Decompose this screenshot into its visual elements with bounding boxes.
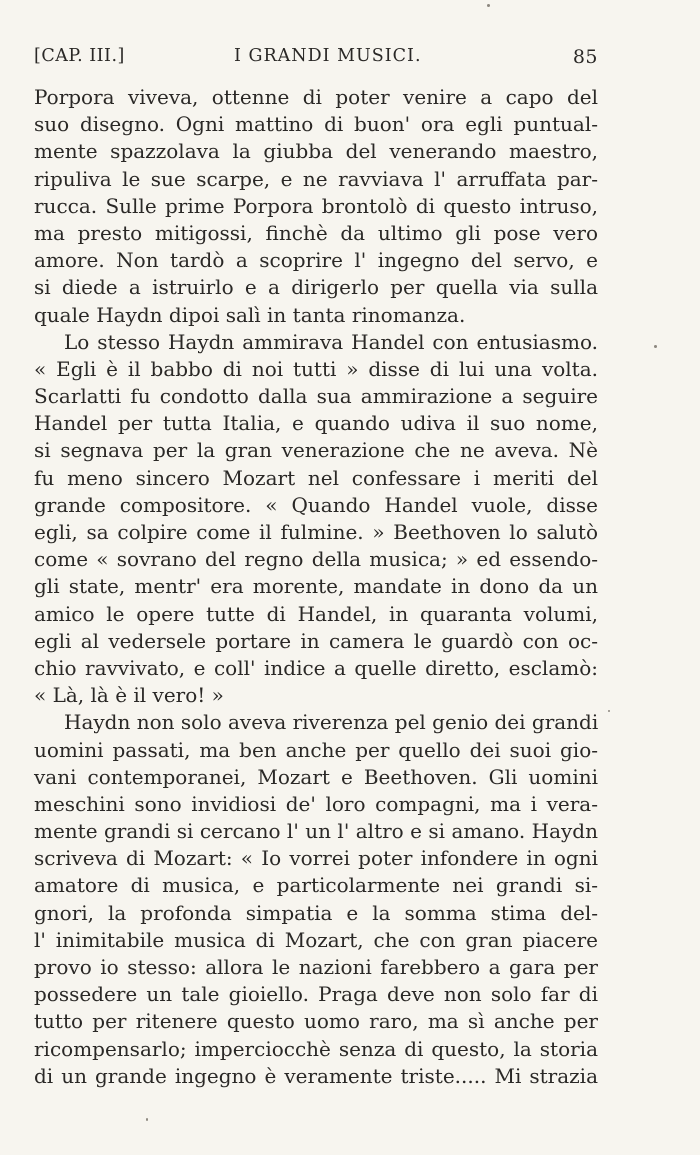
text-line: si segnava per la gran venerazione che ne aveva. Nè	[34, 438, 598, 463]
text-line: ricompensarlo; imperciocchè senza di questo, la storia	[34, 1036, 598, 1061]
text-line: tutto per ritenere questo uomo raro, ma sì anche per	[34, 1009, 598, 1034]
page-number: 85	[572, 46, 598, 68]
text-line: si diede a istruirlo e a dirigerlo per quella via sulla	[34, 275, 598, 300]
text-line: uomini passati, ma ben anche per quello dei suoi gio-	[34, 737, 598, 762]
body-text	[34, 84, 598, 1090]
text-line: Porpora viveva, ottenne di poter venire a capo del	[34, 85, 598, 109]
text-line: « Là, là è il vero! »	[34, 683, 224, 708]
running-title: I GRANDI MUSICI.	[234, 46, 422, 66]
text-line: ma presto mitigossi, finchè da ultimo gli pose vero	[34, 220, 598, 245]
text-line: grande compositore. « Quando Handel vuole, disse	[34, 492, 598, 517]
text-line: possedere un tale gioiello. Praga deve non solo far di	[34, 982, 598, 1007]
text-line: fu meno sincero Mozart nel confessare i meriti del	[34, 465, 598, 490]
chapter-label: [CAP. III.]	[34, 46, 125, 66]
text-line: mente spazzolava la giubba del venerando maestro,	[34, 139, 598, 164]
text-line: come « sovrano del regno della musica; » ed essendo-	[34, 547, 598, 572]
text-line: di un grande ingegno è veramente triste..... Mi strazia	[34, 1063, 598, 1088]
text-line: mente grandi si cercano l' un l' altro e si amano. Haydn	[34, 819, 598, 844]
text-line: suo disegno. Ogni mattino di buon' ora egli puntual-	[34, 112, 598, 137]
text-line: « Egli è il babbo di noi tutti » disse di lui una volta.	[34, 356, 598, 381]
text-line: quale Haydn dipoi salì in tanta rinomanza.	[34, 302, 466, 327]
paper-speck	[487, 4, 490, 7]
text-line: rucca. Sulle prime Porpora brontolò di questo intruso,	[34, 193, 598, 218]
text-line: gli state, mentr' era morente, mandate in dono da un	[34, 574, 598, 599]
text-line: Haydn non solo aveva riverenza pel genio dei grandi	[64, 710, 599, 735]
text-line: Lo stesso Haydn ammirava Handel con entusiasmo.	[64, 329, 598, 354]
text-line: amore. Non tardò a scoprire l' ingegno del servo, e	[34, 248, 598, 273]
text-line: ripuliva le sue scarpe, e ne ravviava l' arruffata par-	[34, 166, 598, 191]
text-line: gnori, la profonda simpatia e la somma stima del-	[34, 900, 598, 925]
running-head	[34, 46, 598, 74]
text-line: l' inimitabile musica di Mozart, che con gran piacere	[34, 927, 598, 952]
text-line: chio ravvivato, e coll' indice a quelle diretto, esclamò:	[34, 655, 598, 680]
text-line: egli al vedersele portare in camera le guardò con oc-	[34, 628, 598, 653]
text-line: provo io stesso: allora le nazioni farebbero a gara per	[34, 955, 598, 979]
text-line: Handel per tutta Italia, e quando udiva il suo nome,	[34, 411, 598, 436]
paper-speck	[654, 345, 657, 348]
text-line: Scarlatti fu condotto dalla sua ammirazione a seguire	[34, 384, 598, 409]
text-line: meschini sono invidiosi de' loro compagni, ma i vera-	[34, 791, 598, 816]
text-line: scriveva di Mozart: « Io vorrei poter infondere in ogni	[34, 846, 598, 871]
text-line: vani contemporanei, Mozart e Beethoven. Gli uomini	[34, 764, 598, 789]
paper-speck	[146, 1118, 148, 1121]
text-line: amatore di musica, e particolarmente nei grandi si-	[34, 873, 598, 898]
text-line: amico le opere tutte di Handel, in quaranta volumi,	[34, 601, 598, 626]
paper-speck	[608, 710, 610, 712]
text-line: egli, sa colpire come il fulmine. » Beethoven lo salutò	[34, 520, 598, 544]
